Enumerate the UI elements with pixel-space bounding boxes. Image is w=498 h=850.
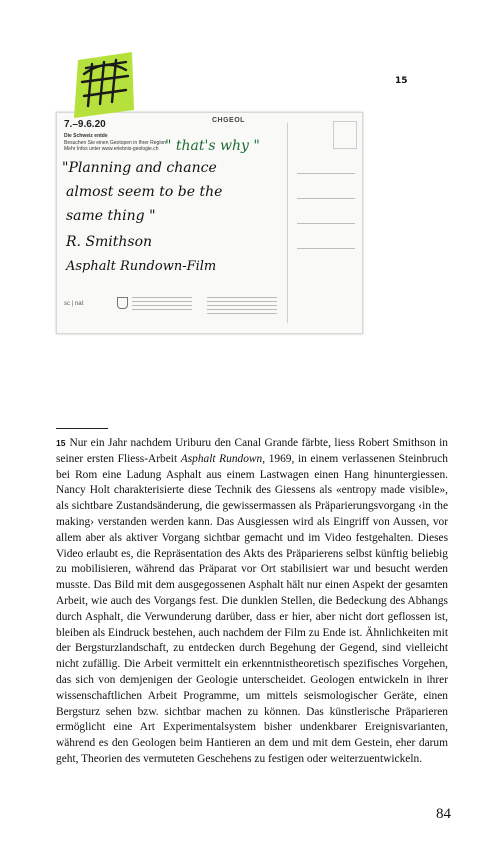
- postcard-info-line: Mehr Infos unter www.erlebnis-geologie.ch: [64, 146, 159, 152]
- footnote-paragraph: [56, 436, 448, 768]
- stamp-box: [333, 121, 357, 149]
- footnote-number: 15: [56, 438, 66, 448]
- handwritten-line-5: R. Smithson: [66, 234, 153, 250]
- handwritten-line-3: almost seem to be the: [66, 184, 223, 200]
- handwritten-line-6: Asphalt Rundown-Film: [66, 259, 217, 274]
- handwritten-line-2: "Planning and chance: [62, 160, 217, 176]
- artwork-title: Asphalt Rundown: [180, 452, 263, 465]
- address-line: [297, 248, 355, 249]
- postcard-headline: Die Schweiz entde: [64, 133, 108, 139]
- postcard-brand: CHGEOL: [212, 117, 245, 124]
- paragraph-part-1: Nur ein Jahr nachdem Uriburu den Canal Grande färbte, liess Robert Smithson in seiner ersten Fliess-Arbeit: [56, 437, 448, 465]
- footnote-rule: [56, 428, 108, 429]
- figure-number: 15: [395, 76, 408, 86]
- paragraph-part-2: , 1969, in einem verlassenen Steinbruch bei Rom eine Ladung Asphalt aus einem Lastwagen einen Hang hinuntergiessen. Nancy Holt charakterisierte diese Technik des Giessens als «entropy made visible», als sichtbare Zustandsänderung, die gewissermassen als Präparierungsvorgang ‹in the making› verstanden werden kann. Das Ausgiessen wird als Eingriff von Aussen, vor allem aber als aktiver Vorgang sichtbar gemacht und im Video festgehalten. Dieses Video erlaubt es, die Repräsentation des Akts des Präparierens selbst künftig beliebig zu mobilisieren, während das Präparat vor Ort stabilisiert war und besucht werden musste. Das Bild mit dem ausgegossenen Asphalt hält nur einen Aspekt der gesamten Arbeit, wie auch des Vorgangs fest. Die dunklen Stellen, die Bedeckung des Abhangs durch Asphalt, die Verwunderung darüber, dass er hier, aber nicht dort geflossen ist, bleiben als Eindruck bestehen, auch nachdem der Film zu Ende ist. Ähnlichkeiten mit der Bergsturzlandschaft, zu entdecken durch Begehung der Gegend, sind vielleicht nicht zufällig. Die Arbeit vermittelt ein erkenntnistheoretisch spezifisches Vorgehen, das sich von demjenigen der Geologie unterscheidet. Geologen entwickeln in ihrer wissenschaftlichen Arbeit Programme, um mittels seismologischer Geräte, einen Bergsturz sehen bzw. sichtbar machen zu können. Das künstlerische Präparieren ermöglicht eine Art Experimentalsystem bisher undenkbarer Ereignisvarianten, während es den Geologen beim Hantieren an dem und mit dem Gestein, eher darum geht, Theorien des vermuteten Geschehens zu festigen oder weiterzuentwickeln.: [56, 452, 448, 765]
- postcard-subline: Besuchen Sie einen Geotopen in Ihrer Region: [64, 140, 167, 146]
- postcard-fine-print: [207, 297, 277, 319]
- handwritten-line-1: " that's why ": [165, 138, 260, 154]
- handwritten-note: [60, 138, 305, 288]
- address-line: [297, 173, 355, 174]
- swiss-emblem-icon: [117, 297, 128, 309]
- postcard-logo: sc | nat: [64, 301, 84, 307]
- address-line: [297, 223, 355, 224]
- handwritten-line-4: same thing ": [66, 208, 156, 224]
- postcard-date: 7.–9.6.20: [64, 119, 106, 130]
- sticky-note: [66, 48, 138, 120]
- postcard-fine-print: [132, 297, 192, 315]
- page-number: 84: [436, 806, 451, 822]
- address-line: [297, 198, 355, 199]
